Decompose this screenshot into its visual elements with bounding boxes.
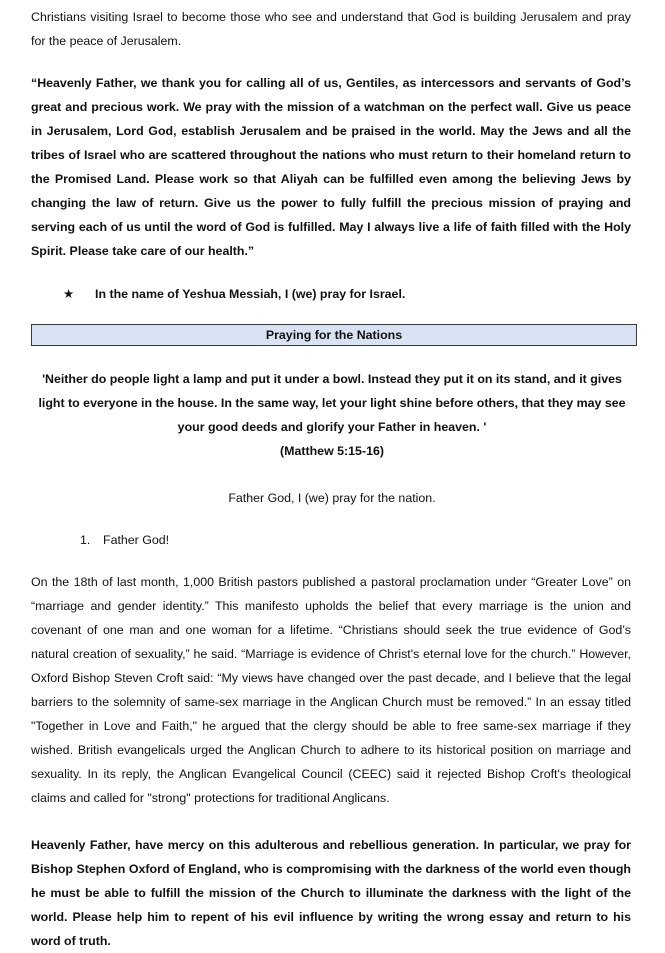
prayer-closing-text: In the name of Yeshua Messiah, I (we) pray for Israel. (95, 287, 406, 301)
prayer-paragraph: “Heavenly Father, we thank you for calling all of us, Gentiles, as intercessors and servants of God’s great and precious work. We pray with the mission of a watchman on the perfect wall. Give us peace in Jerusalem, Lord God, establish Jerusalem and be praised in the world. May the Jews and all the tribes of Israel who are scattered throughout the nations who must return to their homeland return to the Promised Land. Please work so that Aliyah can be fulfilled even among the believing Jews by changing the law of return. Give us the power to fully fulfill the precious mission of praying and serving each of us until the word of God is fulfilled. May I always live a life of faith filled with the Holy Spirit. Please take care of our health.” (31, 76, 631, 258)
star-icon: ★ (63, 287, 75, 301)
item-text: Father God! (103, 533, 170, 547)
news-paragraph: On the 18th of last month, 1,000 British pastors published a pastoral proclamation under “Greater Love” on “marriage and gender identity.” This manifesto upholds the belief that every marriage is the union and covenant of one man and one woman for a lifetime. “Christians should seek the true evidence of God’s natural creation of sexuality,” he said. “Marriage is evidence of Christ's eternal love for the church.” However, Oxford Bishop Steven Croft said: “My views have changed over the past decade, and I believe that the legal barriers to the solemnity of same-sex marriage in the Anglican Church must be removed.” In an essay titled "Together in Love and Faith," he argued that the clergy should be able to free same-sex marriage if they wished. British evangelicals urged the Anglican Church to adhere to its historical position on marriage and sexuality. In its reply, the Anglican Evangelical Council (CEEC) said it rejected Bishop Croft's theological claims and called for "strong" protections for traditional Anglicans. (31, 575, 631, 805)
closing-prayer-paragraph: Heavenly Father, have mercy on this adulterous and rebellious generation. In particular, we pray for Bishop Stephen Oxford of England, who is compromising with the darkness of the world even though he must be able to fulfill the mission of the Church to illuminate the darkness with the light of the world. Please help him to repent of his evil influence by writing the wrong essay and return to his word of truth. (31, 838, 631, 948)
numbered-item (80, 528, 169, 552)
scripture-quote: 'Neither do people light a lamp and put it under a bowl. Instead they put it on its stand, and it gives light to everyone in the house. In the same way, let your light shine before others, that they may see your good deeds and glorify your Father in heaven. ' (38, 372, 626, 434)
section-header: Praying for the Nations (31, 324, 637, 346)
scripture-reference: (Matthew 5:15-16) (280, 444, 384, 458)
nation-prayer-line: Father God, I (we) pray for the nation. (228, 491, 436, 505)
intro-paragraph: Christians visiting Israel to become those who see and understand that God is building Jerusalem and pray for the peace of Jerusalem. (31, 10, 631, 48)
prayer-closing-line (63, 282, 405, 306)
item-number: 1. (80, 533, 91, 547)
